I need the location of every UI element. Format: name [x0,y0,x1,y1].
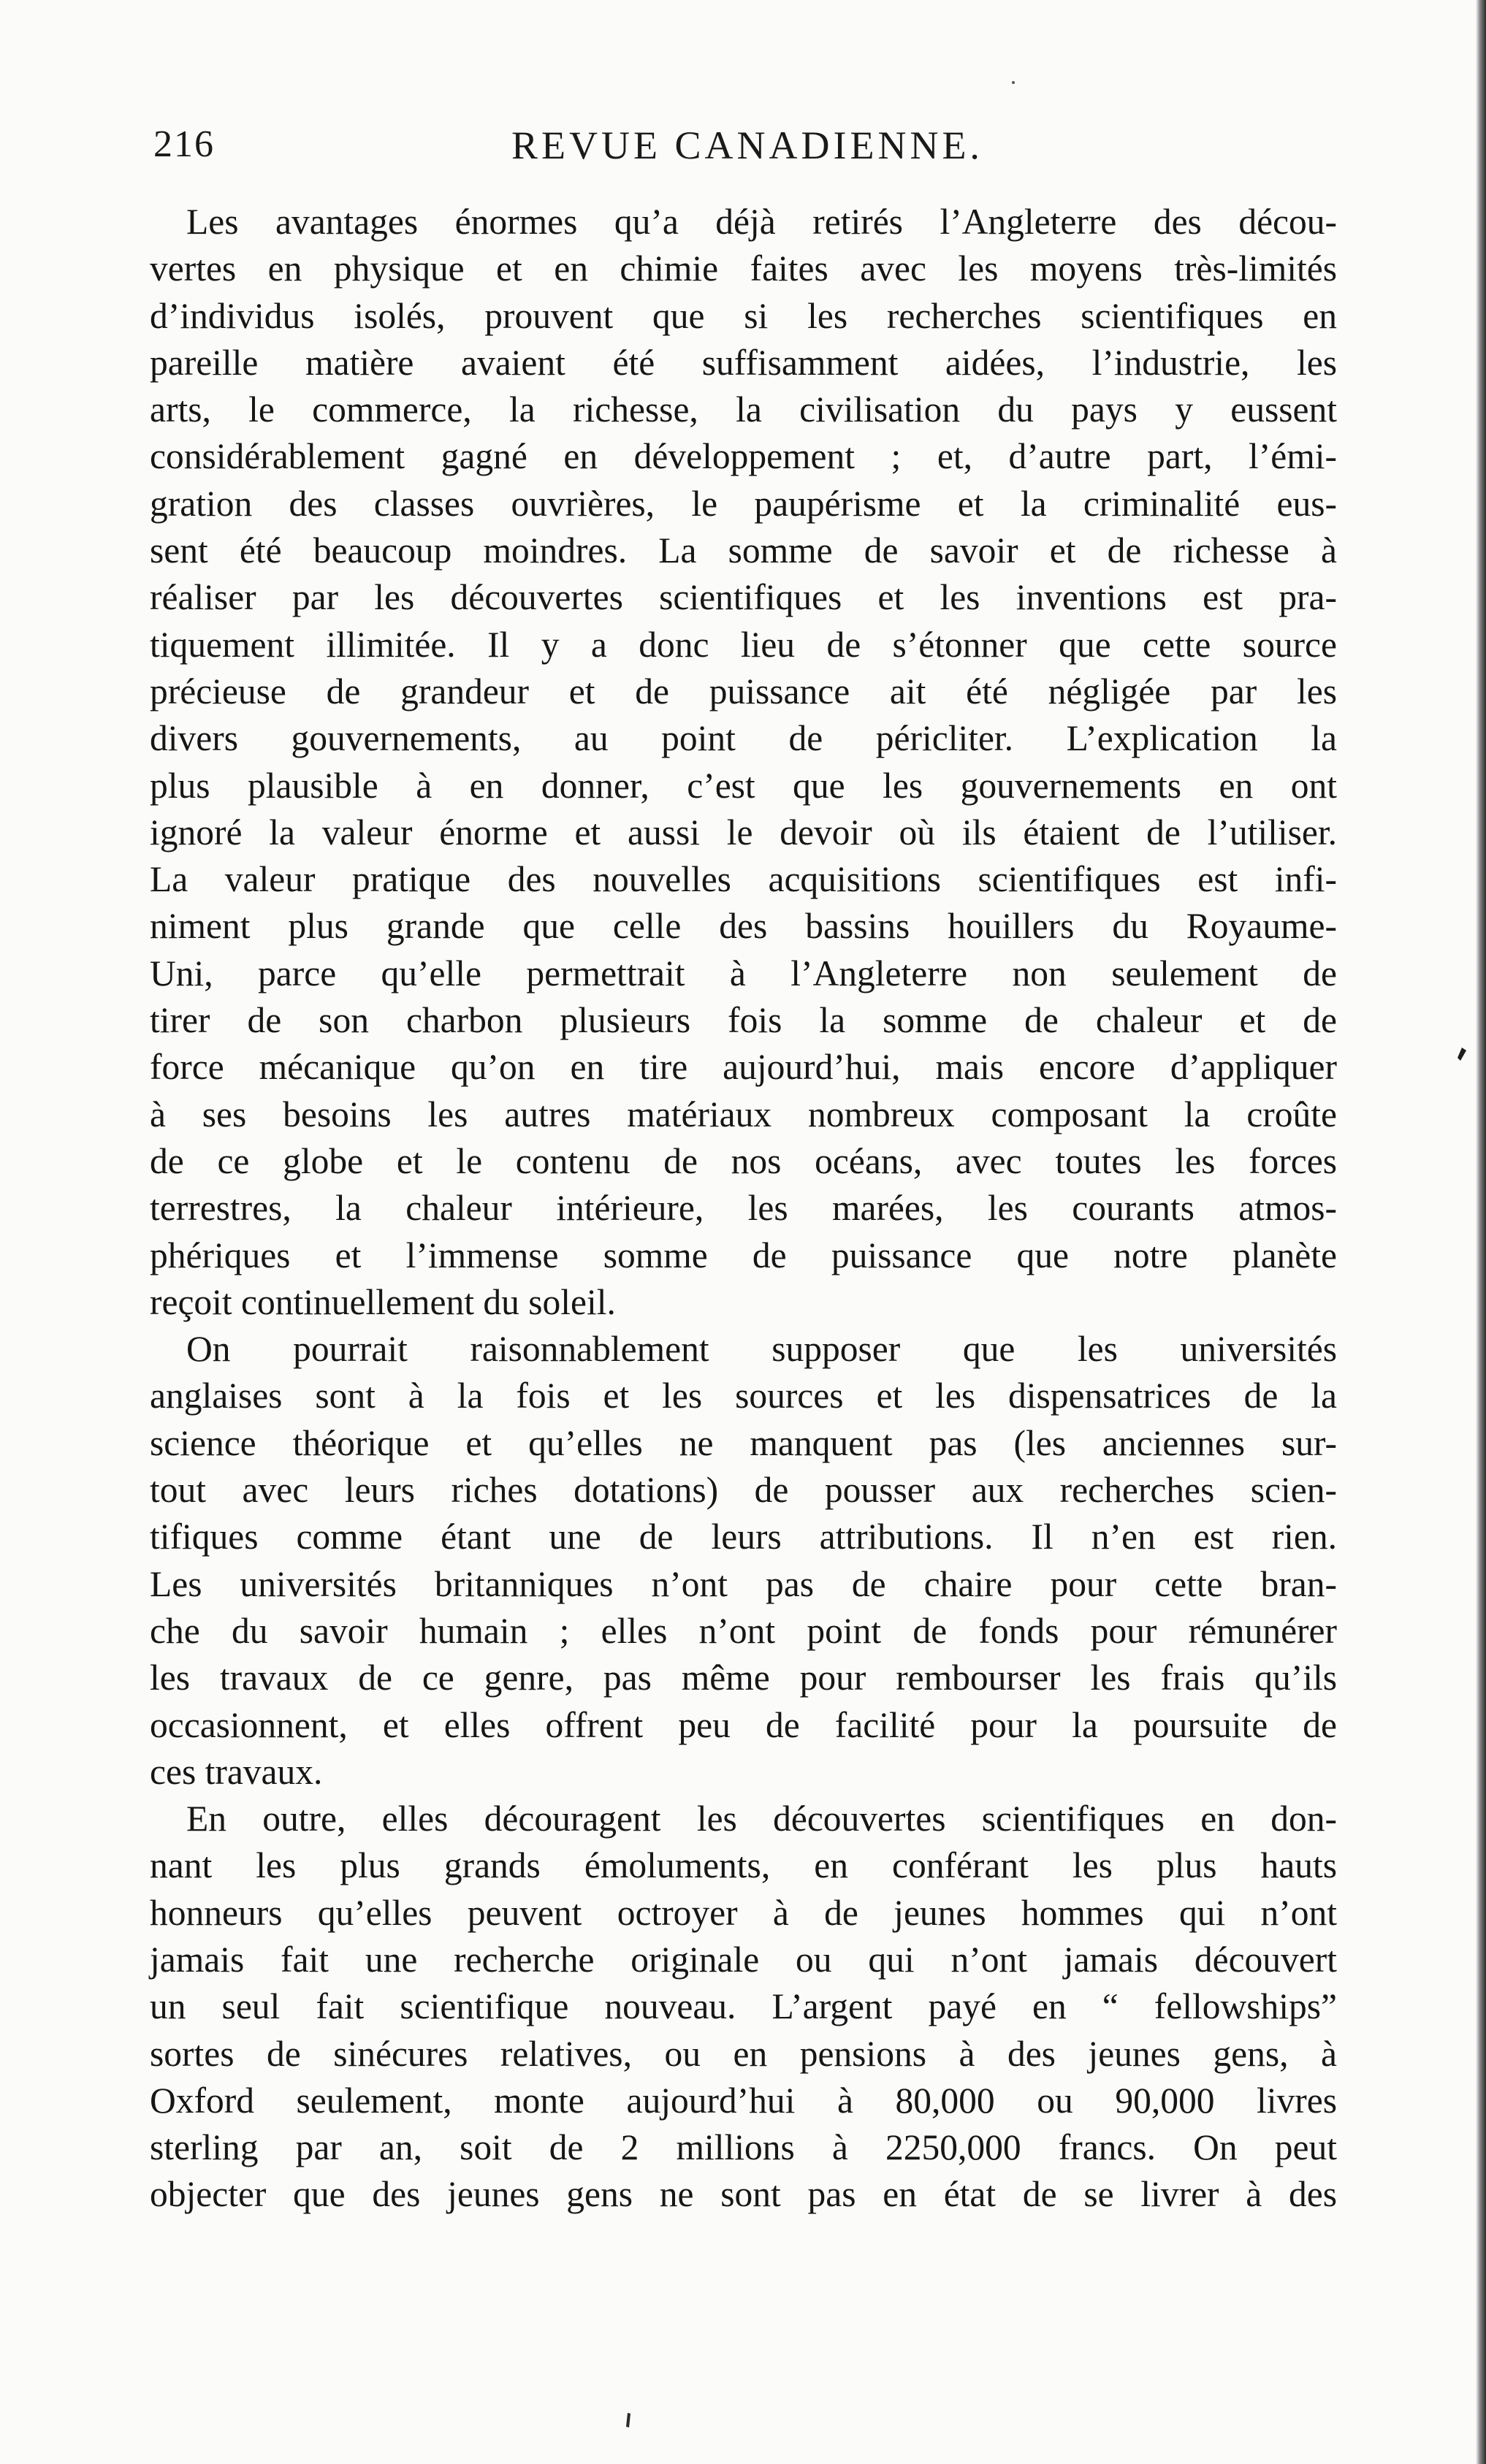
stray-ink-mark [1456,1046,1468,1062]
stray-ink-mark [1011,80,1016,85]
text-line: La valeur pratique des nouvelles acquisitions scientifiques est infi- [150,859,1337,900]
text-line: sterling par an, soit de 2 millions à 2250,000 francs. On peut [150,2127,1337,2168]
text-line: réaliser par les découvertes scientifiques et les inventions est pra- [150,577,1337,618]
text-line: tout avec leurs riches dotations) de pousser aux recherches scien- [150,1470,1337,1511]
page-header [153,123,1337,181]
text-line: sent été beaucoup moindres. La somme de savoir et de richesse à [150,530,1337,571]
text-line: ignoré la valeur énorme et aussi le devoir où ils étaient de l’utiliser. [150,812,1337,853]
text-line: vertes en physique et en chimie faites avec les moyens très-limités [150,248,1337,289]
body-text [150,199,1337,2219]
text-line: force mécanique qu’on en tire aujourd’hui, mais encore d’appliquer [150,1047,1337,1088]
text-line: un seul fait scientifique nouveau. L’argent payé en “ fellowships” [150,1986,1337,2027]
text-line: terrestres, la chaleur intérieure, les marées, les courants atmos- [150,1188,1337,1229]
text-line: anglaises sont à la fois et les sources et les dispensatrices de la [150,1376,1337,1416]
text-line: divers gouvernements, au point de péricliter. L’explication la [150,718,1337,759]
text-line: d’individus isolés, prouvent que si les recherches scientifiques en [150,295,1337,336]
text-line: En outre, elles découragent les découvertes scientifiques en don- [186,1799,1337,1839]
text-line: objecter que des jeunes gens ne sont pas en état de se livrer à des [150,2174,1337,2215]
page-number: 216 [153,123,215,165]
text-line: niment plus grande que celle des bassins houillers du Royaume- [150,906,1337,947]
text-line: ces travaux. [150,1751,323,1792]
text-line: tirer de son charbon plusieurs fois la somme de chaleur et de [150,1000,1337,1041]
text-line: les travaux de ce genre, pas même pour rembourser les frais qu’ils [150,1658,1337,1698]
text-line: occasionnent, et elles offrent peu de facilité pour la poursuite de [150,1704,1337,1745]
text-line: nant les plus grands émoluments, en conférant les plus hauts [150,1845,1337,1886]
text-line: pareille matière avaient été suffisamment aidées, l’industrie, les [150,342,1337,383]
text-line: plus plausible à en donner, c’est que les gouvernements en ont [150,765,1337,806]
text-line: arts, le commerce, la richesse, la civilisation du pays y eussent [150,389,1337,430]
text-line: phériques et l’immense somme de puissance que notre planète [150,1235,1337,1275]
text-line: gration des classes ouvrières, le paupérisme et la criminalité eus- [150,483,1337,524]
text-line: considérablement gagné en développement ; et, d’autre part, l’émi- [150,436,1337,477]
text-line: Oxford seulement, monte aujourd’hui à 80,000 ou 90,000 livres [150,2080,1337,2121]
text-line: On pourrait raisonnablement supposer que les universités [186,1329,1337,1370]
text-line: Les avantages énormes qu’a déjà retirés l’Angleterre des décou- [186,202,1337,242]
text-line: Les universités britanniques n’ont pas de chaire pour cette bran- [150,1563,1337,1604]
stray-ink-mark [625,2412,631,2428]
page-edge-shadow [1476,0,1486,2464]
text-line: Uni, parce qu’elle permettrait à l’Angleterre non seulement de [150,953,1337,993]
text-line: science théorique et qu’elles ne manquent pas (les anciennes sur- [150,1422,1337,1463]
text-line: honneurs qu’elles peuvent octroyer à de jeunes hommes qui n’ont [150,1892,1337,1933]
text-line: tiquement illimitée. Il y a donc lieu de s’étonner que cette source [150,624,1337,665]
text-line: reçoit continuellement du soleil. [150,1281,616,1322]
text-line: à ses besoins les autres matériaux nombreux composant la croûte [150,1094,1337,1134]
text-line: de ce globe et le contenu de nos océans, avec toutes les forces [150,1140,1337,1181]
text-line: sortes de sinécures relatives, ou en pensions à des jeunes gens, à [150,2033,1337,2074]
text-line: che du savoir humain ; elles n’ont point de fonds pour rémunérer [150,1610,1337,1651]
running-title: REVUE CANADIENNE. [511,123,983,167]
text-line: jamais fait une recherche originale ou qui n’ont jamais découvert [150,1939,1337,1980]
text-line: tifiques comme étant une de leurs attributions. Il n’en est rien. [150,1517,1337,1557]
text-line: précieuse de grandeur et de puissance ait été négligée par les [150,671,1337,712]
